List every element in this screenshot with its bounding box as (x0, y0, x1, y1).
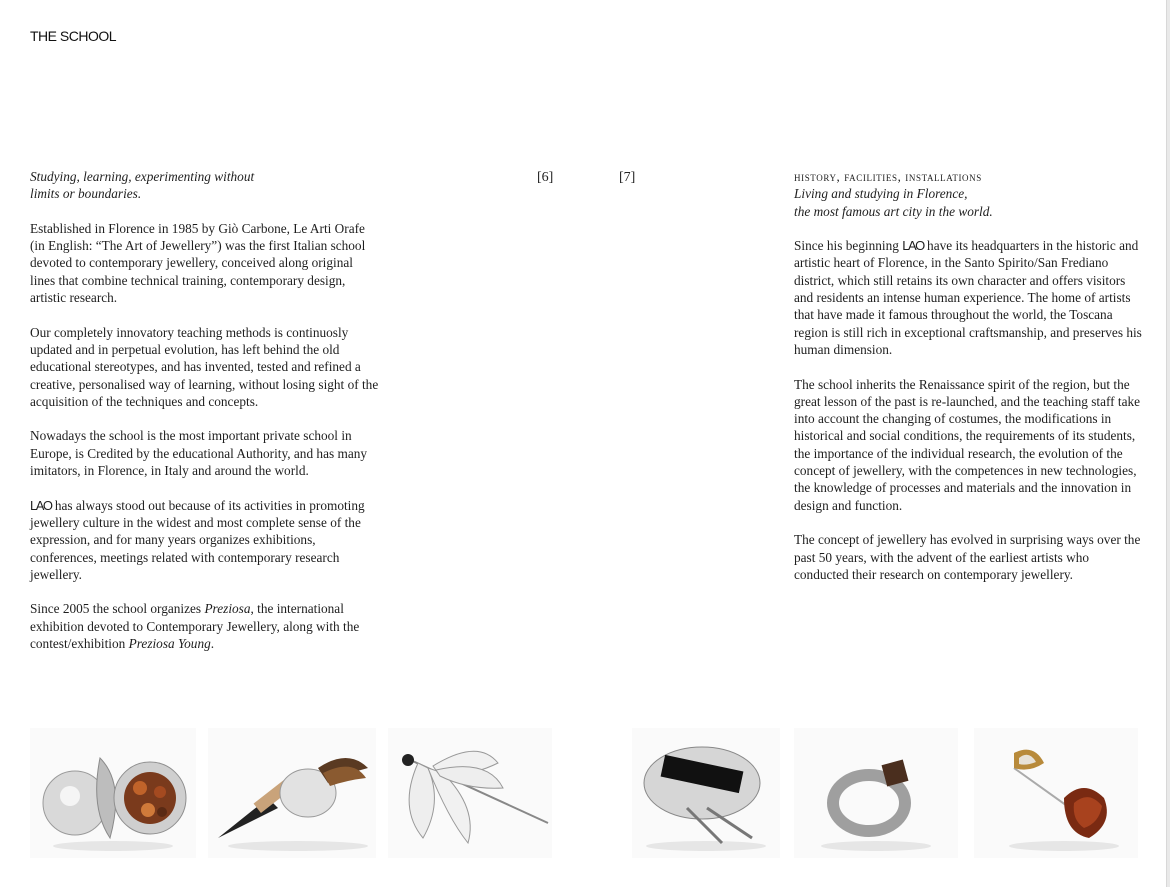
left-paragraph-4-text: has always stood out because of its activities in promoting jewellery culture in the widest and most complete sense of the expression, and for many years organizes exhibitions, conferences, meetings related with contemporary research jewellery. (30, 497, 365, 582)
gallery-image-1 (30, 728, 196, 858)
silver-ring-cube-icon (794, 728, 958, 858)
right-lead-line-2: the most famous art city in the world. (794, 203, 993, 219)
left-paragraph-4 (30, 497, 380, 583)
silver-ring-feather-icon (208, 728, 376, 858)
left-p5-preziosa: Preziosa (204, 601, 251, 617)
page-number-right: [7] (619, 170, 636, 185)
right-column (794, 168, 1144, 600)
right-p1-text-b: have its headquarters in the historic and artistic heart of Florence, in the Santo Spirito/San Frediano district, which still retains its own character and offers visitors and residents an intense human experience. The home of artists that have made it famous throughout the world, the Toscana region is still rich in exceptional craftsmanship, and preserves his human dimension. (794, 238, 1142, 357)
left-p5-text-a: Since 2005 the school organizes (30, 601, 205, 617)
black-inlay-brooch-icon (632, 728, 780, 858)
silver-sphere-jewel-icon (30, 728, 196, 858)
left-paragraph-5 (30, 600, 380, 652)
right-paragraph-2: The school inherits the Renaissance spirit of the region, but the great lesson of the past is re-launched, and the teaching staff take into account the changing of costumes, the modifications in historical and social conditions, the requirements of its students, the importance of the individual research, the evolution of the concept of jewellery, with the competences in new technologies, the knowledge of processes and materials and the innovation in design and function. (794, 376, 1141, 513)
left-lead (30, 168, 380, 203)
left-lead-line-1: Studying, learning, experimenting without (30, 169, 255, 184)
gallery-image-4 (632, 728, 780, 858)
page-number-left: [6] (537, 170, 554, 185)
right-p1-text-a: Since his beginning (794, 238, 903, 254)
left-p5-preziosa-young: Preziosa Young (128, 636, 211, 652)
brand-title: THE SCHOOL (30, 28, 117, 44)
gallery-image-6 (974, 728, 1138, 858)
lao-logo: LAO (30, 497, 52, 513)
left-paragraph-1: Established in Florence in 1985 by Giò Carbone, Le Arti Orafe (in English: “The Art of Jewellery”) was the first Italian school devoted to contemporary jewellery, conceived along original lines that combine technical training, contemporary design, artistic research. (30, 220, 366, 306)
left-column (30, 168, 380, 670)
left-lead-line-2: limits or boundaries. (30, 186, 142, 202)
left-p5-text-c: . (210, 636, 215, 652)
feather-flower-brooch-icon (974, 728, 1138, 858)
left-paragraph-3: Nowadays the school is the most important private school in Europe, is Credited by the educational Authority, and has many imitators, in Florence, in Italy and around the world. (30, 428, 368, 479)
left-p5-text-b: , the international exhibition devoted to Contemporary Jewellery, along with the contest/exhibition (30, 601, 360, 652)
left-paragraph-2: Our completely innovatory teaching methods is continuosly updated and in perpetual evolution, has left behind the old educational stereotypes, and has invented, tested and refined a creative, personalised way of learning, without losing sight of the acquisition of the techniques and concepts. (30, 324, 379, 409)
right-lead (794, 185, 1144, 220)
filigree-dragonfly-icon (388, 728, 552, 858)
gallery-image-2 (208, 728, 376, 858)
gallery-image-3 (388, 728, 552, 858)
right-heading: history, facilities, installations (794, 169, 982, 184)
right-paragraph-1 (794, 237, 1144, 358)
page-spine (1166, 0, 1170, 887)
right-lead-line-1: Living and studying in Florence, (794, 186, 968, 202)
gallery-image-5 (794, 728, 958, 858)
lao-logo: LAO (902, 238, 924, 254)
right-paragraph-3: The concept of jewellery has evolved in surprising ways over the past 50 years, with the advent of the earliest artists who conducted their research on contemporary jewellery. (794, 532, 1141, 582)
